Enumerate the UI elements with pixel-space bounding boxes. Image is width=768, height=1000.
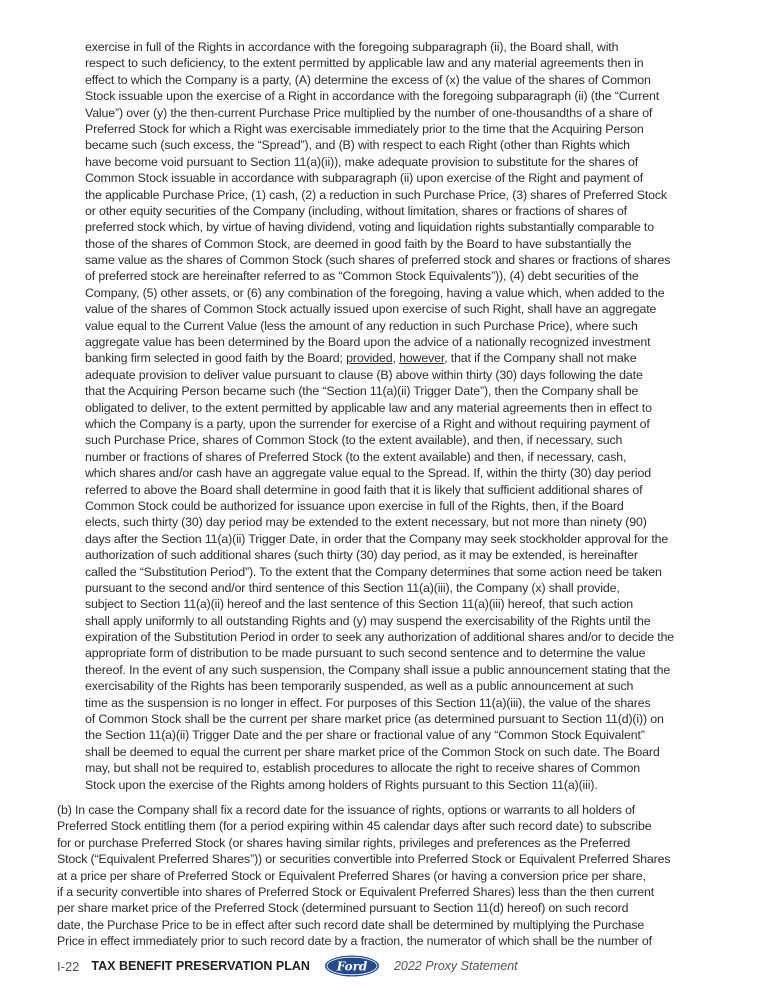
text-segment: , <box>392 351 400 366</box>
text-line: (b) In case the Company shall fix a record date for the issuance of rights, options or warrants to all holders of <box>57 803 636 817</box>
paragraph-a <box>85 39 674 793</box>
text-line: appropriate form of distribution to be made pursuant to such second sentence and to determine the value <box>85 646 646 661</box>
text-line: Value”) over (y) the then-current Purchase Price multiplied by the number of one-thousandths of a share of <box>85 105 653 120</box>
text-line: of Common Stock shall be the current per share market price (as determined pursuant to Section 11(d)(i)) on <box>85 712 664 727</box>
text-line: Price in effect immediately prior to such record date by a fraction, the numerator of which shall be the number of <box>57 934 652 949</box>
text-line: such Purchase Price, shares of Common Stock (to the extent available), and then, if necessary, such <box>85 433 623 448</box>
text-line: subject to Section 11(a)(ii) hereof and the last sentence of this Section 11(a)(iii) hereof, that such action <box>85 597 633 612</box>
text-line: which shares and/or cash have an aggregate value equal to the Spread. If, within the thirty (30) day period <box>85 466 651 481</box>
text-line: Stock upon the exercise of the Rights among holders of Rights pursuant to this Section 11(a)(iii). <box>85 777 598 792</box>
text-line: shall be deemed to equal the current per share market price of the Common Stock on such date. The Board <box>85 744 660 759</box>
text-line: which the Company is a party, upon the surrender for exercise of a Right and without requiring payment of <box>85 416 650 431</box>
text-line: aggregate value has been determined by the Board upon the advice of a nationally recognized investment <box>85 335 651 350</box>
text-line: same value as the shares of Common Stock (such shares of preferred stock and shares or fractions of shares <box>85 253 671 268</box>
text-line: the Section 11(a)(ii) Trigger Date and the per share or fractional value of any “Common Stock Equivalent” <box>85 728 645 743</box>
text-line: Stock issuable upon the exercise of a Right in accordance with the foregoing subparagraph (ii) (the “Current <box>85 89 660 104</box>
text-line: Preferred Stock for which a Right was exercisable immediately prior to the time that the Acquiring Person <box>85 121 644 136</box>
text-line: may, but shall not be required to, establish procedures to allocate the right to receive shares of Common <box>85 761 640 776</box>
text-line: exercise in full of the Rights in accordance with the foregoing subparagraph (ii), the Board shall, with <box>85 40 619 54</box>
text-line: days after the Section 11(a)(ii) Trigger Date, in order that the Company may seek stockholder approval for the <box>85 531 669 546</box>
text-line: Company, (5) other assets, or (6) any combination of the foregoing, having a value which, when added to the <box>85 285 665 300</box>
underlined-term: provided <box>346 351 393 366</box>
text-line: thereof. In the event of any such suspension, the Company shall issue a public announcement stating that the <box>85 662 671 677</box>
text-line: have become void pursuant to Section 11(a)(ii)), make adequate provision to substitute for the shares of <box>85 154 639 169</box>
paragraph-b <box>57 802 670 950</box>
text-line: time as the suspension is no longer in effect. For purposes of this Section 11(a)(iii), the value of the shares <box>85 695 651 710</box>
section-title: TAX BENEFIT PRESERVATION PLAN <box>91 959 310 973</box>
text-line: elects, such thirty (30) day period may be extended to the extent necessary, but not more than ninety (90) <box>85 515 647 530</box>
text-line <box>85 350 674 366</box>
svg-text:Ford: Ford <box>336 959 368 974</box>
ford-logo-icon <box>324 955 380 977</box>
publication-title: 2022 Proxy Statement <box>393 959 518 973</box>
text-segment: banking firm selected in good faith by the Board; <box>85 351 347 366</box>
text-line: value equal to the Current Value (less the amount of any reduction in such Purchase Price), where such <box>85 318 638 333</box>
page-footer <box>57 955 518 977</box>
text-segment: , that if the Company shall not make <box>444 351 637 366</box>
text-line: respect to such deficiency, to the extent permitted by applicable law and any material agreements then in <box>85 56 644 71</box>
text-line: at a price per share of Preferred Stock or Equivalent Preferred Shares (or having a conversion price per share, <box>57 868 646 883</box>
text-line: number or fractions of shares of Preferred Stock (to the extent available) and then, if necessary, cash, <box>85 449 627 464</box>
text-line: that the Acquiring Person became such (the “Section 11(a)(ii) Trigger Date”), then the Company shall be <box>85 384 639 399</box>
text-line: expiration of the Substitution Period in order to seek any authorization of additional shares and/or to decide the <box>85 630 675 645</box>
text-line: Preferred Stock entitling them (for a period expiring within 45 calendar days after such record date) to subscribe <box>57 819 652 834</box>
text-line: authorization of such additional shares (such thirty (30) day period, as it may be extended, is hereinafter <box>85 548 638 563</box>
text-line: shall apply uniformly to all outstanding Rights and (y) may suspend the exercisability of the Rights until the <box>85 613 651 628</box>
page-number: I-22 <box>57 958 80 974</box>
text-line: Common Stock issuable in accordance with subparagraph (ii) upon exercise of the Right and payment of <box>85 171 644 186</box>
text-line: per share market price of the Preferred Stock (determined pursuant to Section 11(d) hereof) on such record <box>57 901 629 916</box>
text-line: Stock (“Equivalent Preferred Shares”)) or securities convertible into Preferred Stock or Equivalent Preferred Shares <box>57 852 671 867</box>
text-line: referred to above the Board shall determine in good faith that it is likely that sufficient additional shares of <box>85 482 643 497</box>
text-line: Common Stock could be authorized for issuance upon exercise in full of the Rights, then, if the Board <box>85 498 624 513</box>
text-line: for or purchase Preferred Stock (or shares having similar rights, privileges and preferences as the Preferred <box>57 835 631 850</box>
text-line: adequate provision to deliver value pursuant to clause (B) above within thirty (30) days following the date <box>85 367 643 382</box>
text-line: those of the shares of Common Stock, are deemed in good faith by the Board to have substantially the <box>85 236 632 251</box>
text-line: pursuant to the second and/or third sentence of this Section 11(a)(iii), the Company (x) shall provide, <box>85 580 620 595</box>
text-line: or other equity securities of the Company (including, without limitation, shares or fractions of shares of <box>85 203 627 218</box>
text-line: became such (such excess, the “Spread”), and (B) with respect to each Right (other than Rights which <box>85 138 630 153</box>
text-line: effect to which the Company is a party, (A) determine the excess of (x) the value of the shares of Common <box>85 72 651 87</box>
text-line: if a security convertible into shares of Preferred Stock or Equivalent Preferred Shares) less than the then current <box>57 884 655 899</box>
underlined-term: however <box>399 351 445 366</box>
text-line: the applicable Purchase Price, (1) cash, (2) a reduction in such Purchase Price, (3) shares of Preferred Stock <box>85 187 667 202</box>
text-line: obligated to deliver, to the extent permitted by applicable law and any material agreements then in effect to <box>85 400 652 415</box>
text-line: preferred stock which, by virtue of having dividend, voting and liquidation rights substantially comparable to <box>85 220 654 235</box>
text-line: exercisability of the Rights has been temporarily suspended, as well as a public announcement at such <box>85 679 634 694</box>
text-line: date, the Purchase Price to be in effect after such record date shall be determined by multiplying the Purchase <box>57 917 645 932</box>
text-line: of preferred stock are hereinafter referred to as “Common Stock Equivalents”)), (4) debt securities of the <box>85 269 639 284</box>
text-line: value of the shares of Common Stock actually issued upon exercise of such Right, shall have an aggregate <box>85 302 657 317</box>
text-line: called the “Substitution Period”). To the extent that the Company determines that some action need be taken <box>85 564 662 579</box>
